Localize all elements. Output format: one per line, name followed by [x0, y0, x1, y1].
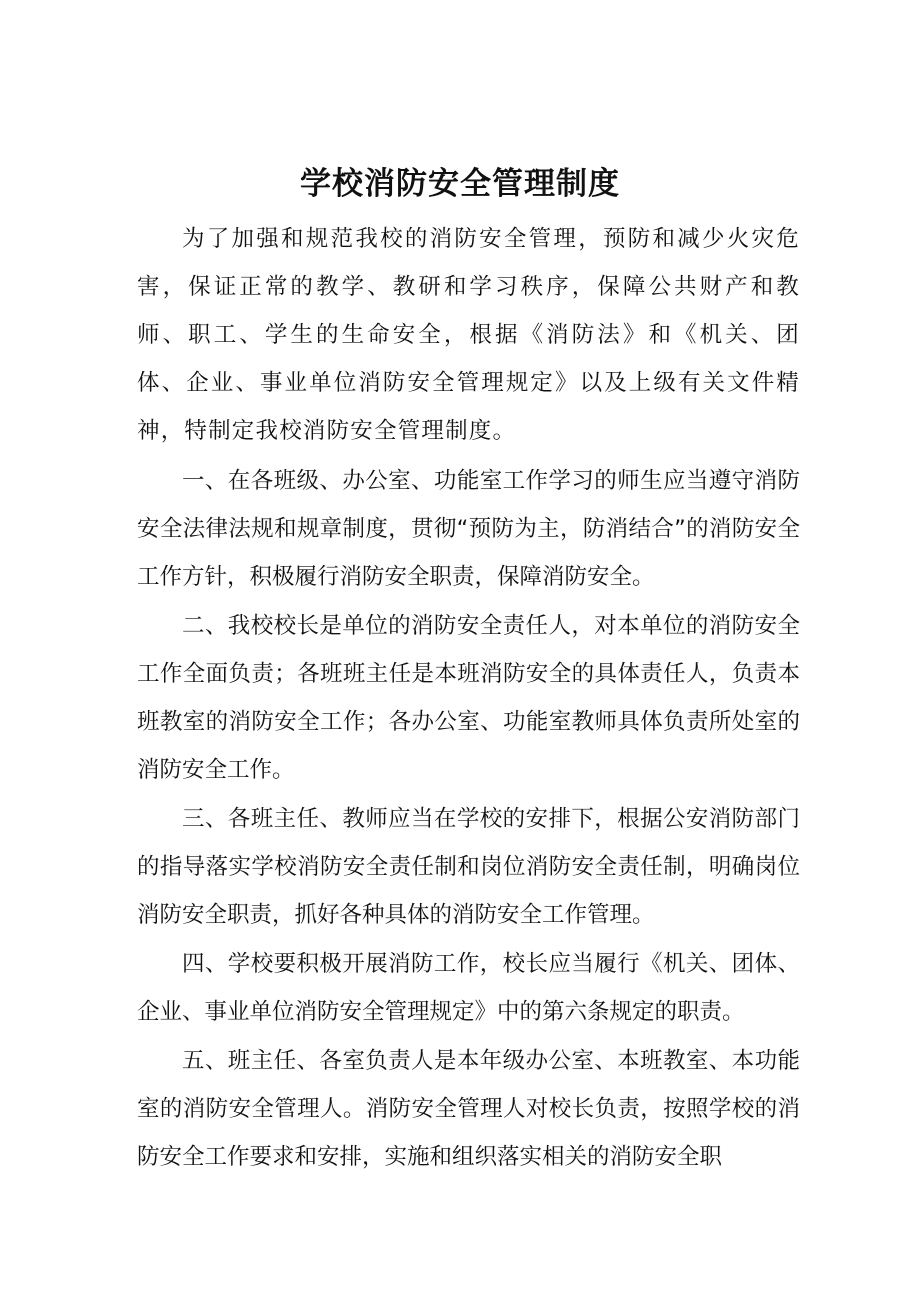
clause-paragraph-4: 四、学校要积极开展消防工作，校长应当履行《机关、团体、企业、事业单位消防安全管理规定》中的第六条规定的职责。 — [137, 951, 800, 1025]
clause-paragraph-5: 五、班主任、各室负责人是本年级办公室、本班教室、本功能室的消防安全管理人。消防安全管理人对校长负责，按照学校的消防安全工作要求和安排，实施和组织落实相关的消防安全职 — [137, 1048, 800, 1170]
clause-paragraph-2: 二、我校校长是单位的消防安全责任人，对本单位的消防安全工作全面负责；各班班主任是本班消防安全的具体责任人，负责本班教室的消防安全工作；各办公室、功能室教师具体负责所处室的消防安全工作。 — [137, 613, 800, 783]
document-title: 学校消防安全管理制度 — [300, 165, 620, 202]
clause-paragraph-3: 三、各班主任、教师应当在学校的安排下，根据公安消防部门的指导落实学校消防安全责任制和岗位消防安全责任制，明确岗位消防安全职责，抓好各种具体的消防安全工作管理。 — [137, 806, 800, 928]
document-body — [137, 215, 800, 1182]
intro-paragraph: 为了加强和规范我校的消防安全管理，预防和减少火灾危害，保证正常的教学、教研和学习秩序，保障公共财产和教师、职工、学生的生命安全，根据《消防法》和《机关、团体、企业、事业单位消防安全管理规定》以及上级有关文件精神，特制定我校消防安全管理制度。 — [137, 226, 800, 444]
clause-paragraph-1: 一、在各班级、办公室、功能室工作学习的师生应当遵守消防安全法律法规和规章制度，贯彻“预防为主，防消结合”的消防安全工作方针，积极履行消防安全职责，保障消防安全。 — [137, 468, 800, 590]
